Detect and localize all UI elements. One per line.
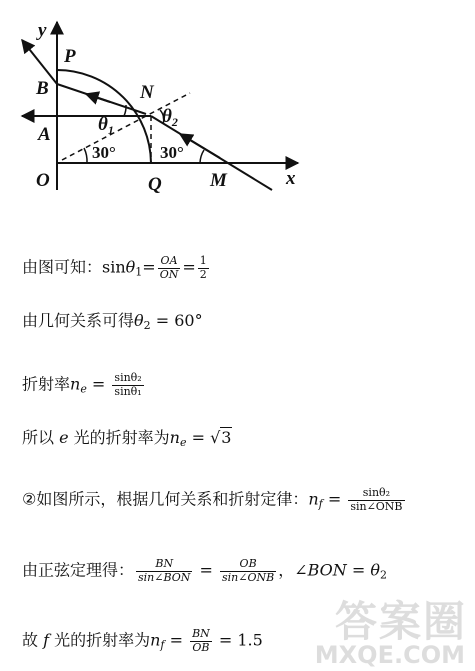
label-m: M (210, 170, 227, 191)
line-3: 折射率$n_e$ = $\frac{\text{sinθ₂}}{\text{sinθ₁}}$ (22, 371, 142, 398)
fraction-oa-on: $\frac{OA}{ON}$ (159, 254, 179, 281)
ray-incident-arrow (180, 134, 220, 158)
ray-nb-arrow (86, 94, 110, 102)
optics-diagram (0, 0, 320, 210)
line-2: 由几何关系可得$\theta_2 = 60^\circ$ (22, 311, 203, 332)
angle-arc-o (84, 148, 87, 163)
watermark-url: MXQE.COM (314, 641, 465, 669)
label-o: O (36, 170, 50, 191)
label-y: y (38, 20, 47, 41)
label-q: Q (148, 174, 162, 195)
fraction-sin-onb: $\frac{\text{sinθ₂}}{\text{sin∠ONB}}$ (350, 486, 403, 513)
fraction-half: $\frac{1}{2}$ (199, 254, 207, 281)
angle-arc-m (200, 150, 204, 163)
fraction-sin-ratio: $\frac{\text{sinθ₂}}{\text{sinθ₁}}$ (114, 371, 142, 398)
line-4: 所以 e 光的折射率为$n_e = √3$ (22, 428, 232, 449)
line-6: 由正弦定理得： $\frac{BN}{\text{sin∠BON}}$ = $\frac{OB}{\text{sin∠ONB}}$ ，∠BON = $\theta_2$ (22, 557, 388, 584)
label-angle-right: 30° (160, 143, 184, 162)
fraction-bn-ob: $\frac{BN}{OB}$ (192, 627, 210, 654)
label-x: x (286, 168, 296, 189)
watermark-logo: 答案圈 (334, 597, 467, 646)
label-n: N (140, 82, 154, 103)
sqrt-3: √3 (210, 428, 232, 447)
line-1: 由图可知：sinθ$_1$= $\frac{OA}{ON}$ = $\frac{1}{2}$ (22, 254, 207, 281)
label-theta2: $\theta_2$ (162, 106, 178, 129)
fraction-bn-sin: $\frac{BN}{\text{sin∠BON}}$ (138, 557, 191, 584)
label-theta1: $\theta_1$ (98, 114, 114, 137)
line-7: 故 f 光的折射率为$n_f$ = $\frac{BN}{OB}$ = 1.5 (22, 627, 263, 654)
label-a: A (38, 124, 51, 145)
label-angle-left: 30° (92, 143, 116, 162)
label-p: P (64, 46, 76, 67)
fraction-ob-sin: $\frac{OB}{\text{sin∠ONB}}$ (222, 557, 275, 584)
line-5: ②如图所示，根据几何关系和折射定律：$n_f$ = $\frac{\text{sinθ₂}}{\text{sin∠ONB}}$ (22, 486, 403, 513)
label-b: B (36, 78, 49, 99)
